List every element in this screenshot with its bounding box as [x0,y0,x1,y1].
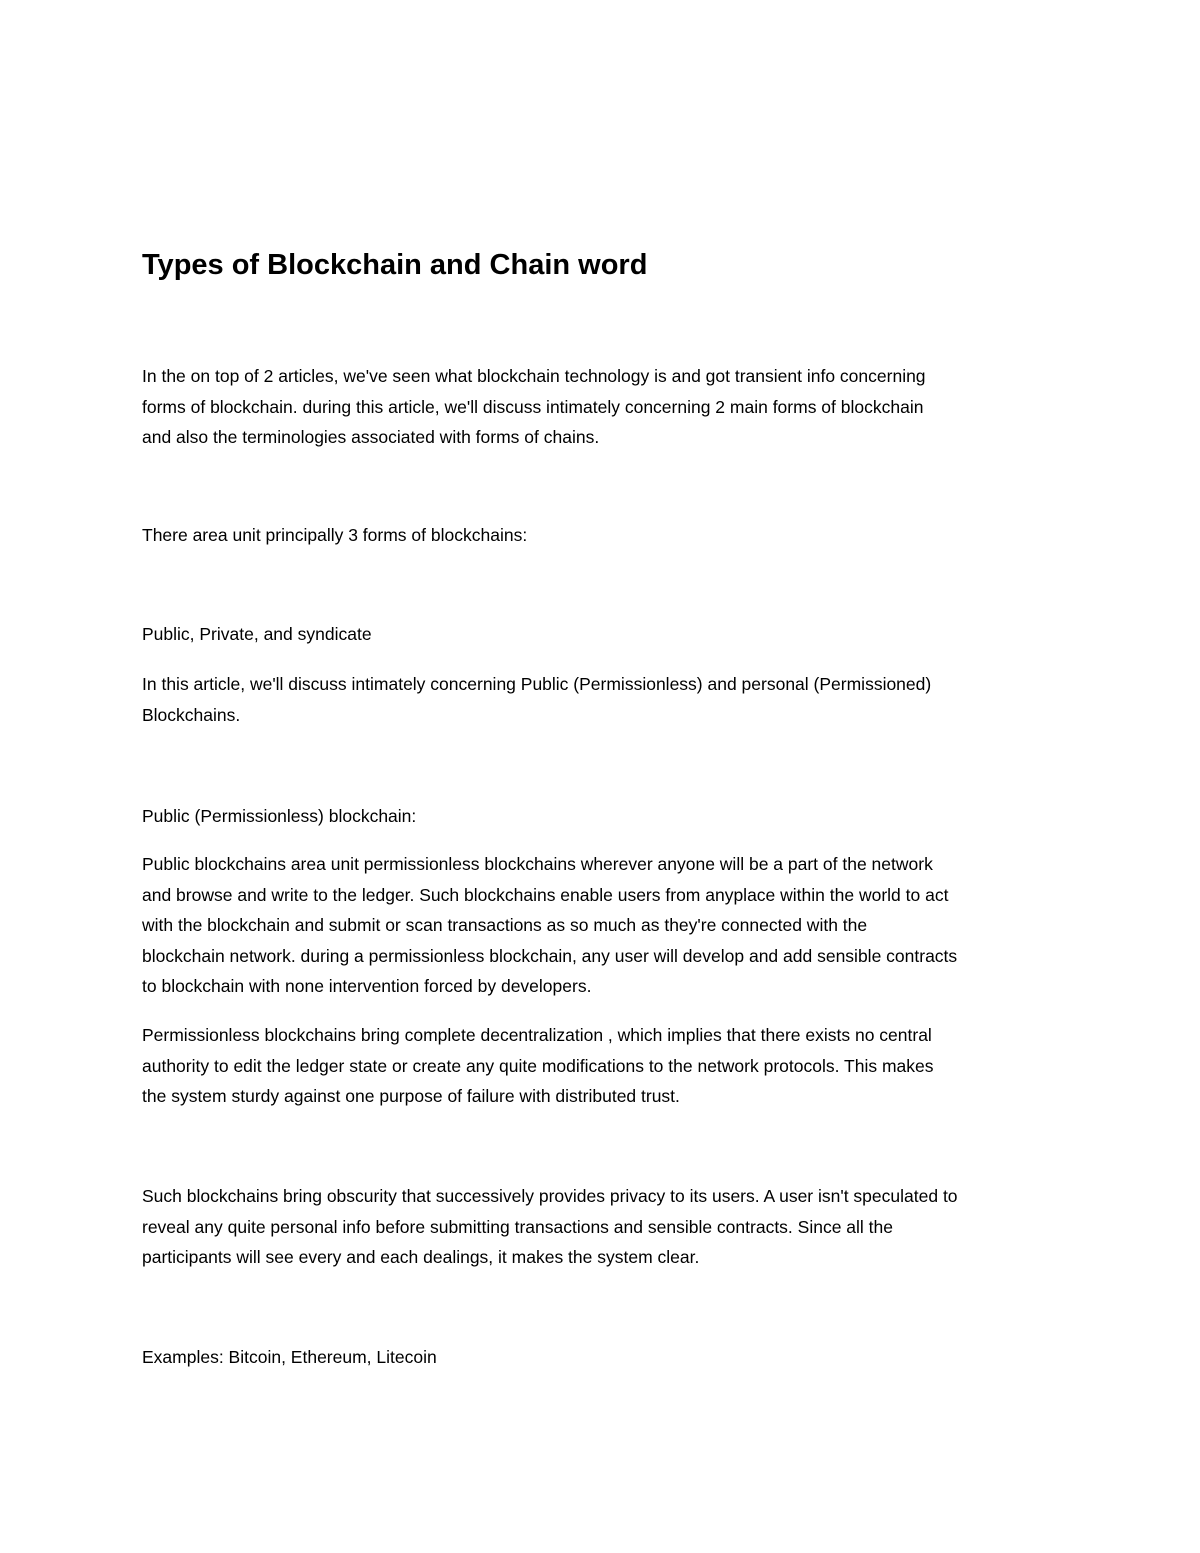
decentralization-paragraph [142,1020,933,1112]
intro-paragraph [142,361,926,453]
public-description-paragraph [142,849,957,1002]
privacy-line: reveal any quite personal info before submitting transactions and sensible contracts. Since all the [142,1216,893,1237]
privacy-line: participants will see every and each dealings, it makes the system clear. [142,1247,700,1267]
examples-paragraph: Examples: Bitcoin, Ethereum, Litecoin [142,1347,437,1367]
discuss-line: In this article, we'll discuss intimately concerning Public (Permissionless) and personal (Permissioned) [142,674,932,694]
types-list-paragraph: Public, Private, and syndicate [142,624,372,644]
privacy-line: Such blockchains bring obscurity that successively provides privacy to its users. A user isn't speculated to [142,1186,958,1206]
public-description-line: and browse and write to the ledger. Such blockchains enable users from anyplace within the world to act [142,884,949,905]
discuss-line: Blockchains. [142,704,241,725]
document-title: Types of Blockchain and Chain word [142,249,648,281]
decentralization-line: authority to edit the ledger state or create any quite modifications to the network protocols. This makes [142,1055,934,1076]
discuss-paragraph [142,669,931,730]
public-description-line: blockchain network. during a permissionless blockchain, any user will develop and add sensible contracts [142,945,958,966]
types-intro-paragraph: There area unit principally 3 forms of blockchains: [142,525,528,545]
public-description-line: to blockchain with none intervention forced by developers. [142,976,592,996]
intro-line: forms of blockchain. during this article, we'll discuss intimately concerning 2 main forms of blockchain [142,396,924,417]
public-description-line: Public blockchains area unit permissionless blockchains wherever anyone will be a part of the network [142,854,933,874]
decentralization-line: the system sturdy against one purpose of failure with distributed trust. [142,1086,680,1106]
privacy-paragraph [142,1181,958,1273]
intro-line: and also the terminologies associated with forms of chains. [142,427,600,447]
public-heading: Public (Permissionless) blockchain: [142,806,417,826]
decentralization-line: Permissionless blockchains bring complete decentralization , which implies that there exists no central [142,1025,932,1045]
public-description-line: with the blockchain and submit or scan transactions as so much as they're connected with the [142,915,868,935]
intro-line: In the on top of 2 articles, we've seen what blockchain technology is and got transient info concerning [142,366,926,386]
